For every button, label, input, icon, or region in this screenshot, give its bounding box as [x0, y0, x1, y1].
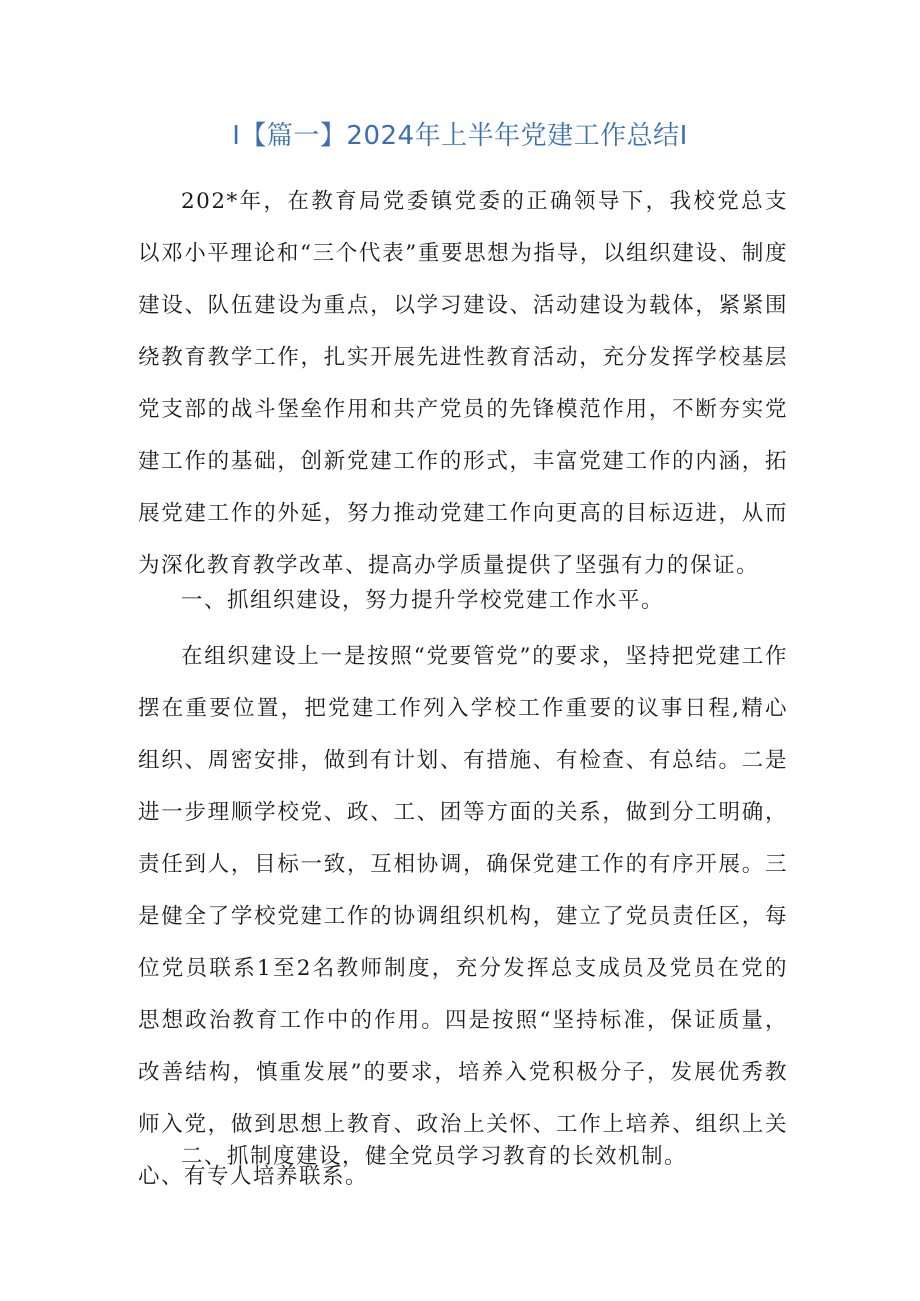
section-heading-organization: [138, 575, 788, 627]
section-heading-system: [138, 1131, 788, 1183]
section-heading-text: 一、抓组织建设，努力提升学校党建工作水平。: [181, 588, 665, 613]
paragraph-text: 在组织建设上一是按照“党要管党”的要求，坚持把党建工作摆在重要位置，把党建工作列入学校工作重要的议事日程,精心组织、周密安排，做到有计划、有措施、有检查、有总结。二是进一步理顺学校党、政、工、团等方面的关系，做到分工明确，责任到人，目标一致，互相协调，确保党建工作的有序开展。三是健全了学校党建工作的协调组织机构，建立了党员责任区，每位党员联系1至2名教师制度，充分发挥总支成员及党员在党的思想政治教育工作中的作用。四是按照“坚持标准，保证质量，改善结构，慎重发展”的要求，培养入党积极分子，发展优秀教师入党，做到思想上教育、政治上关怀、工作上培养、组织上关心、有专人培养联系。: [138, 644, 788, 1189]
paragraph-intro: [138, 176, 788, 592]
paragraph-organization: [138, 631, 788, 1203]
document-title: I【篇一】2024年上半年党建工作总结I: [232, 121, 688, 151]
paragraph-text: 202*年，在教育局党委镇党委的正确领导下，我校党总支以邓小平理论和“三个代表”重要思想为指导，以组织建设、制度建设、队伍建设为重点，以学习建设、活动建设为载体，紧紧围绕教育教学工作，扎实开展先进性教育活动，充分发挥学校基层党支部的战斗堡垒作用和共产党员的先锋模范作用，不断夯实党建工作的基础，创新党建工作的形式，丰富党建工作的内涵，拓展党建工作的外延，努力推动党建工作向更高的目标迈进，从而为深化教育教学改革、提高办学质量提供了坚强有力的保证。: [138, 189, 788, 578]
section-heading-text: 二、抓制度建设，健全党员学习教育的长效机制。: [181, 1144, 688, 1169]
